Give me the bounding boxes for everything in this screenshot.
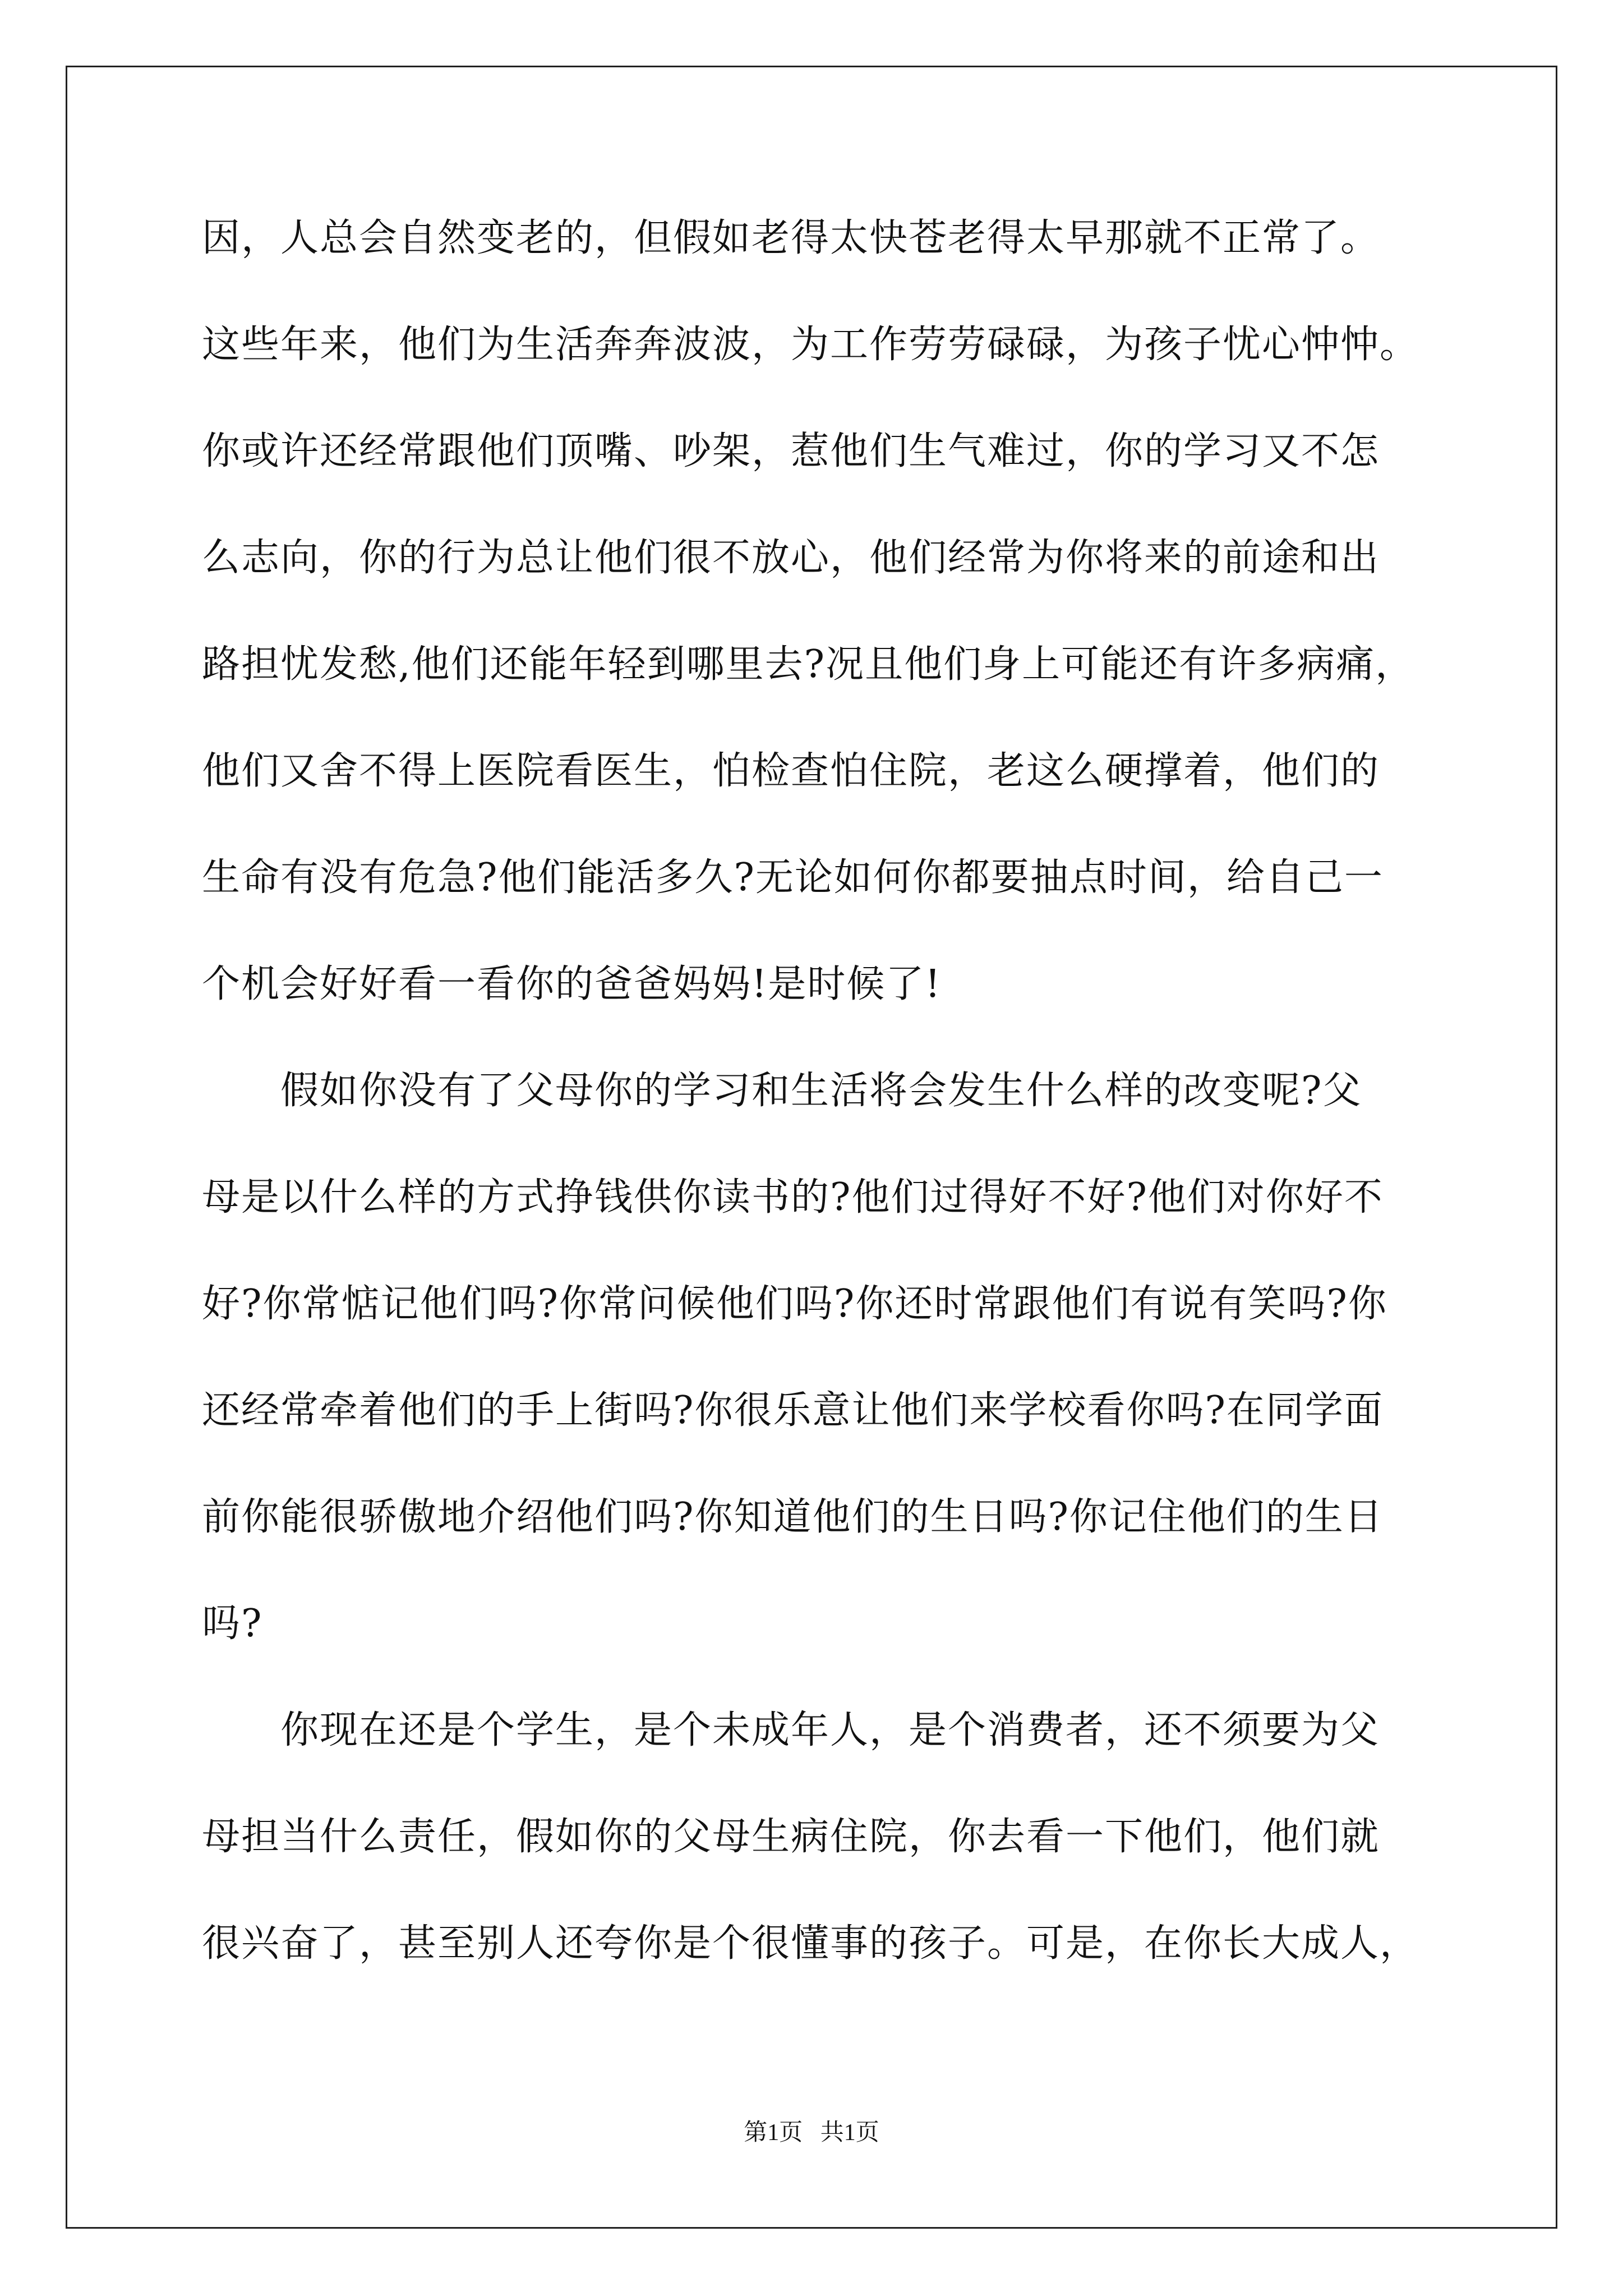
text-line: 前你能很骄傲地介绍他们吗?你知道他们的生日吗?你记住他们的生日 [202,1495,1384,1539]
text-line: 因，人总会自然变老的，但假如老得太快苍老得太早那就不正常了。 [202,216,1380,260]
text-line: 母是以什么样的方式挣钱供你读书的?他们过得好不好?他们对你好不 [202,1175,1384,1220]
paragraph-start-line: 你现在还是个学生，是个未成年人，是个消费者，还不须要为父 [280,1708,1380,1752]
document-body [202,205,1481,2017]
text-line: 这些年来，他们为生活奔奔波波，为工作劳劳碌碌，为孩子忧心忡忡。 [202,323,1419,367]
text-line: 母担当什么责任，假如你的父母生病住院，你去看一下他们，他们就 [202,1815,1380,1859]
text-line: 还经常牵着他们的手上街吗?你很乐意让他们来学校看你吗?在同学面 [202,1388,1384,1433]
paragraph-start-line: 假如你没有了父母你的学习和生活将会发生什么样的改变呢?父 [280,1069,1362,1113]
text-line: 路担忧发愁,他们还能年轻到哪里去?况且他们身上可能还有许多病痛， [202,642,1415,687]
page-number-footer: 第1页 共1页 [744,2120,879,2146]
text-line: 很兴奋了，甚至别人还夸你是个很懂事的孩子。可是，在你长大成人， [202,1921,1419,1966]
text-line: 么志向，你的行为总让他们很不放心，他们经常为你将来的前途和出 [202,536,1380,580]
text-line: 好?你常惦记他们吗?你常问候他们吗?你还时常跟他们有说有笑吗?你 [202,1282,1387,1326]
text-line: 个机会好好看一看你的爸爸妈妈!是时候了! [202,962,942,1006]
text-line: 他们又舍不得上医院看医生，怕检查怕住院，老这么硬撑着，他们的 [202,749,1380,793]
text-line: 你或许还经常跟他们顶嘴、吵架，惹他们生气难过，你的学习又不怎 [202,429,1380,473]
text-line: 生命有没有危急?他们能活多久?无论如何你都要抽点时间，给自己一 [202,855,1384,900]
text-line: 吗? [202,1602,263,1646]
